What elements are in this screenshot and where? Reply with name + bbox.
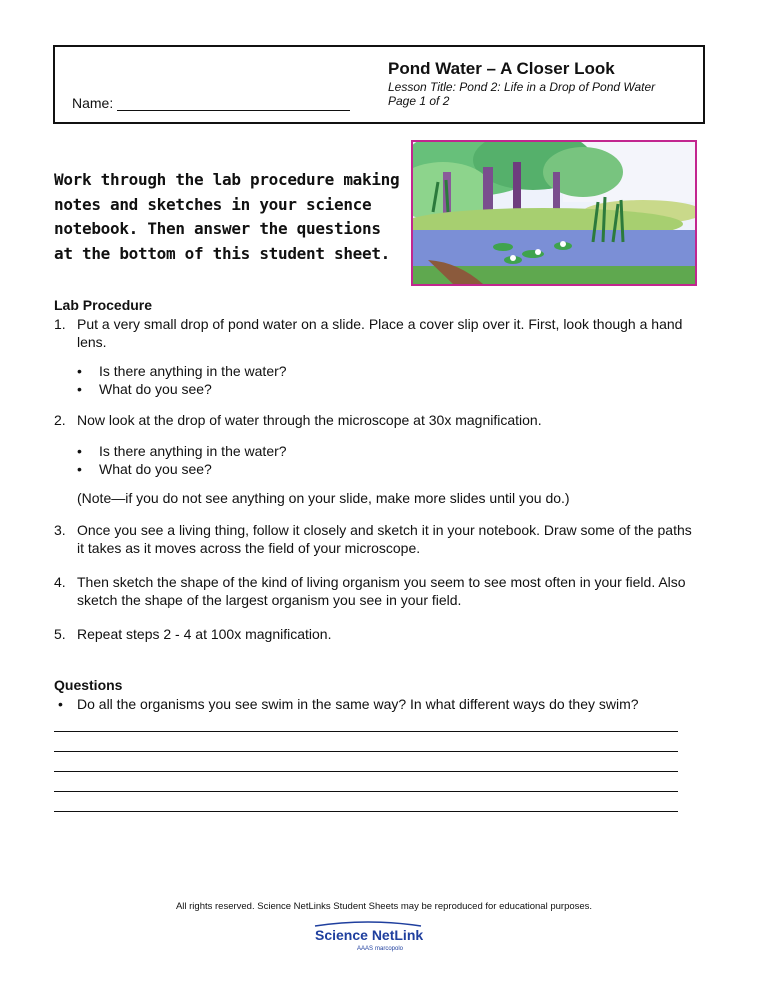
step-number: 4. [54, 574, 66, 590]
name-line[interactable] [117, 110, 350, 111]
step-text: Once you see a living thing, follow it closely and sketch it in your notebook. Draw some of the paths it takes as it moves across the field of your microscope. [77, 522, 692, 556]
logo-text: Science NetLinks [315, 927, 423, 943]
bullet: • [77, 381, 82, 397]
logo-sub-marcopolo: marcopolo [375, 946, 404, 952]
answer-line[interactable] [54, 731, 678, 732]
bullet: • [77, 363, 82, 379]
pond-illustration [411, 140, 697, 286]
lesson-title: Lesson Title: Pond 2: Life in a Drop of Pond Water [388, 80, 656, 94]
bullet: • [77, 461, 82, 477]
answer-line[interactable] [54, 791, 678, 792]
name-label: Name: [72, 95, 114, 111]
bullet-text: Is there anything in the water? [99, 443, 287, 459]
step-number: 1. [54, 316, 66, 332]
step-number: 2. [54, 412, 66, 428]
answer-line[interactable] [54, 811, 678, 812]
pond-scene [413, 142, 695, 284]
bullet-text: What do you see? [99, 381, 212, 397]
bullet: • [77, 443, 82, 459]
step-number: 5. [54, 626, 66, 642]
bullet: • [58, 696, 63, 712]
note-text: (Note—if you do not see anything on your slide, make more slides until you do.) [77, 490, 570, 506]
bullet-text: What do you see? [99, 461, 212, 477]
question-text: Do all the organisms you see swim in the same way? In what different ways do they swim? [77, 696, 639, 712]
science-netlinks-logo [313, 920, 423, 960]
step-text: Now look at the drop of water through the microscope at 30x magnification. [77, 412, 542, 428]
answer-line[interactable] [54, 751, 678, 752]
page-number: Page 1 of 2 [388, 94, 450, 108]
step-number: 3. [54, 522, 66, 538]
step-text: Repeat steps 2 - 4 at 100x magnification. [77, 626, 332, 642]
footer-copyright: All rights reserved. Science NetLinks Student Sheets may be reproduced for educational purposes. [175, 901, 593, 912]
page-title: Pond Water – A Closer Look [388, 59, 615, 78]
step-text: Then sketch the shape of the kind of living organism you seem to see most often in your field. Also sketch the shape of the largest organism you see in your field. [77, 574, 686, 608]
answer-line[interactable] [54, 771, 678, 772]
questions-heading: Questions [54, 677, 123, 693]
step-text: Put a very small drop of pond water on a slide. Place a cover slip over it. First, look though a hand lens. [77, 316, 683, 350]
intro-text: Work through the lab procedure making notes and sketches in your science notebook. Then answer the questions at the bottom of this student sheet. [54, 170, 400, 263]
lab-procedure-heading: Lab Procedure [54, 297, 153, 313]
bullet-text: Is there anything in the water? [99, 363, 287, 379]
logo-sub-aaas: AAAS [357, 946, 374, 952]
